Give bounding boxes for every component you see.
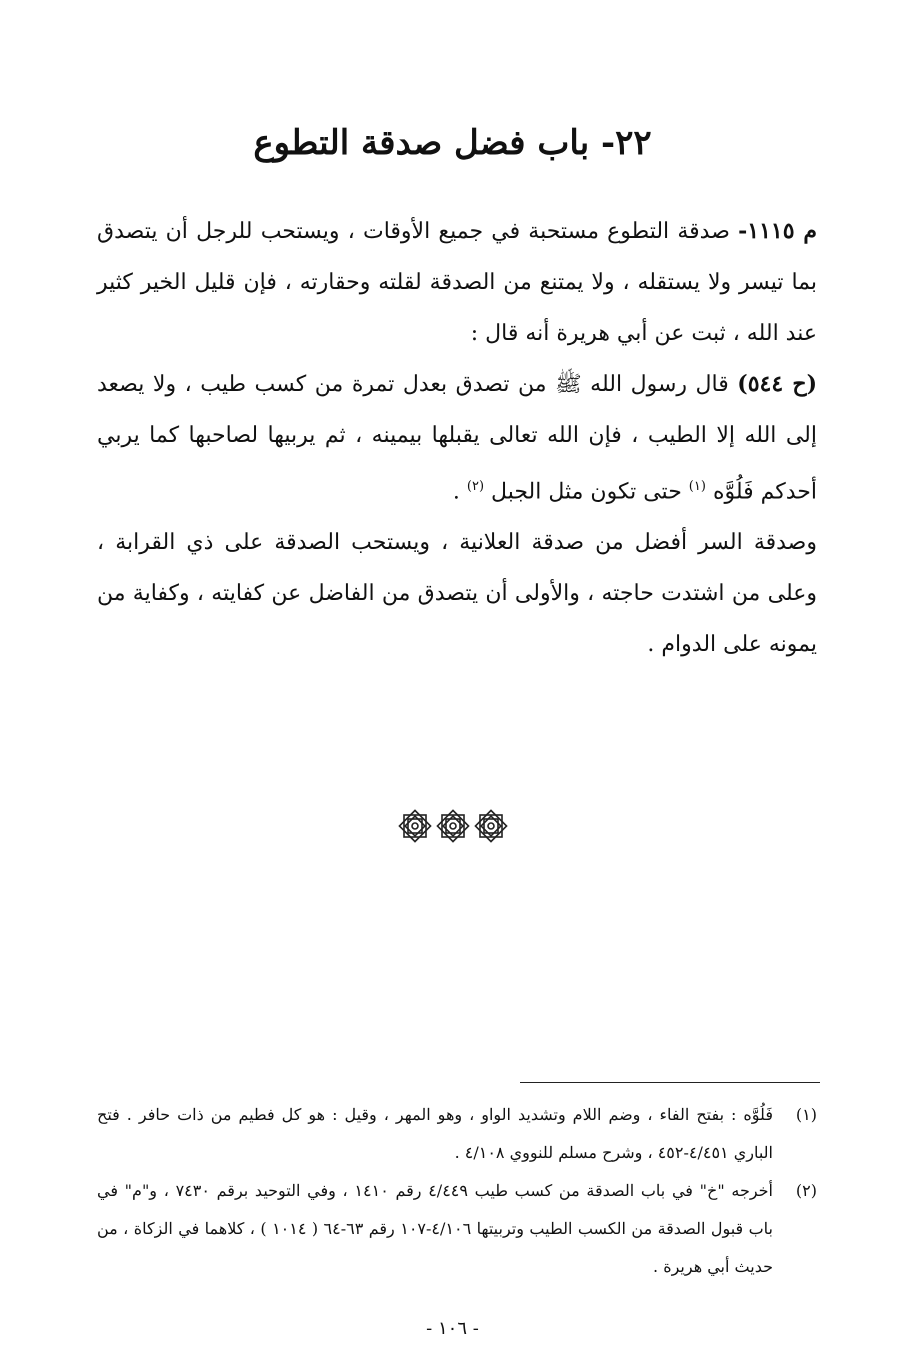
footnote-ref-2[interactable]: (٢)	[466, 479, 485, 494]
footnotes	[97, 1096, 817, 1286]
paragraph-hadith	[97, 359, 817, 517]
ruling-number: م ١١١٥-	[738, 218, 817, 244]
ruling-text: صدقة التطوع مستحبة في جميع الأوقات ، ويستحب للرجل أن يتصدق بما تيسر ولا يستقله ، ولا يمتنع من الصدقة لقلته وحقارته ، فإن قليل الخير كثير عند الله ، ثبت عن أبي هريرة أنه قال :	[97, 219, 817, 346]
paragraph-ruling	[97, 206, 817, 359]
footnote-number: (١)	[795, 1105, 817, 1124]
page-number: - ١٠٦ -	[426, 1318, 479, 1339]
footnote-separator	[520, 1082, 820, 1083]
footnote-2	[97, 1172, 817, 1286]
star-ornament-icon	[435, 808, 471, 844]
hadith-text-end: .	[452, 479, 460, 505]
footnote-ref-1[interactable]: (١)	[688, 479, 706, 494]
footnote-text: فَلُوَّه : بفتح الفاء ، وضم اللام وتشديد الواو ، وهو المهر ، وقيل : هو كل فطيم من ذات حافر . فتح الباري ٤/٤٥١-٤٥٢ ، وشرح مسلم للنووي ٤/١٠٨ .	[97, 1105, 773, 1162]
chapter-title: ٢٢- باب فضل صدقة التطوع	[253, 122, 652, 163]
paragraph-secret-charity	[97, 517, 817, 670]
secret-charity-text: وصدقة السر أفضل من صدقة العلانية ، ويستحب الصدقة على ذي القرابة ، وعلى من اشتدت حاجته ، والأولى أن يتصدق من الفاضل عن كفايته ، وكفاية من يمونه على الدوام .	[97, 530, 817, 658]
section-ornament	[0, 808, 905, 844]
footnote-number: (٢)	[795, 1181, 817, 1200]
hadith-number: (ح ٥٤٤)	[737, 371, 817, 397]
footnote-1	[97, 1096, 817, 1172]
star-ornament-icon	[473, 808, 509, 844]
hadith-text-continued: حتى تكون مثل الجبل	[491, 479, 682, 505]
hadith-text: قال رسول الله ﷺ من تصدق بعدل تمرة من كسب طيب ، ولا يصعد إلى الله إلا الطيب ، فإن الله تعالى يقبلها بيمينه ، ثم يربيها لصاحبها كما يربي أحدكم فَلُوَّه	[97, 372, 817, 505]
footnote-text: أخرجه "خ" في باب الصدقة من كسب طيب ٤/٤٤٩ رقم ١٤١٠ ، وفي التوحيد برقم ٧٤٣٠ ، و"م" في باب قبول الصدقة من الكسب الطيب وتربيتها ٤/١٠٦-١٠٧ رقم ٦٣-٦٤ ( ١٠١٤ ) ، كلاهما في الزكاة ، من حديث أبي هريرة .	[97, 1181, 774, 1276]
main-text	[97, 206, 817, 670]
star-ornament-icon	[397, 808, 433, 844]
